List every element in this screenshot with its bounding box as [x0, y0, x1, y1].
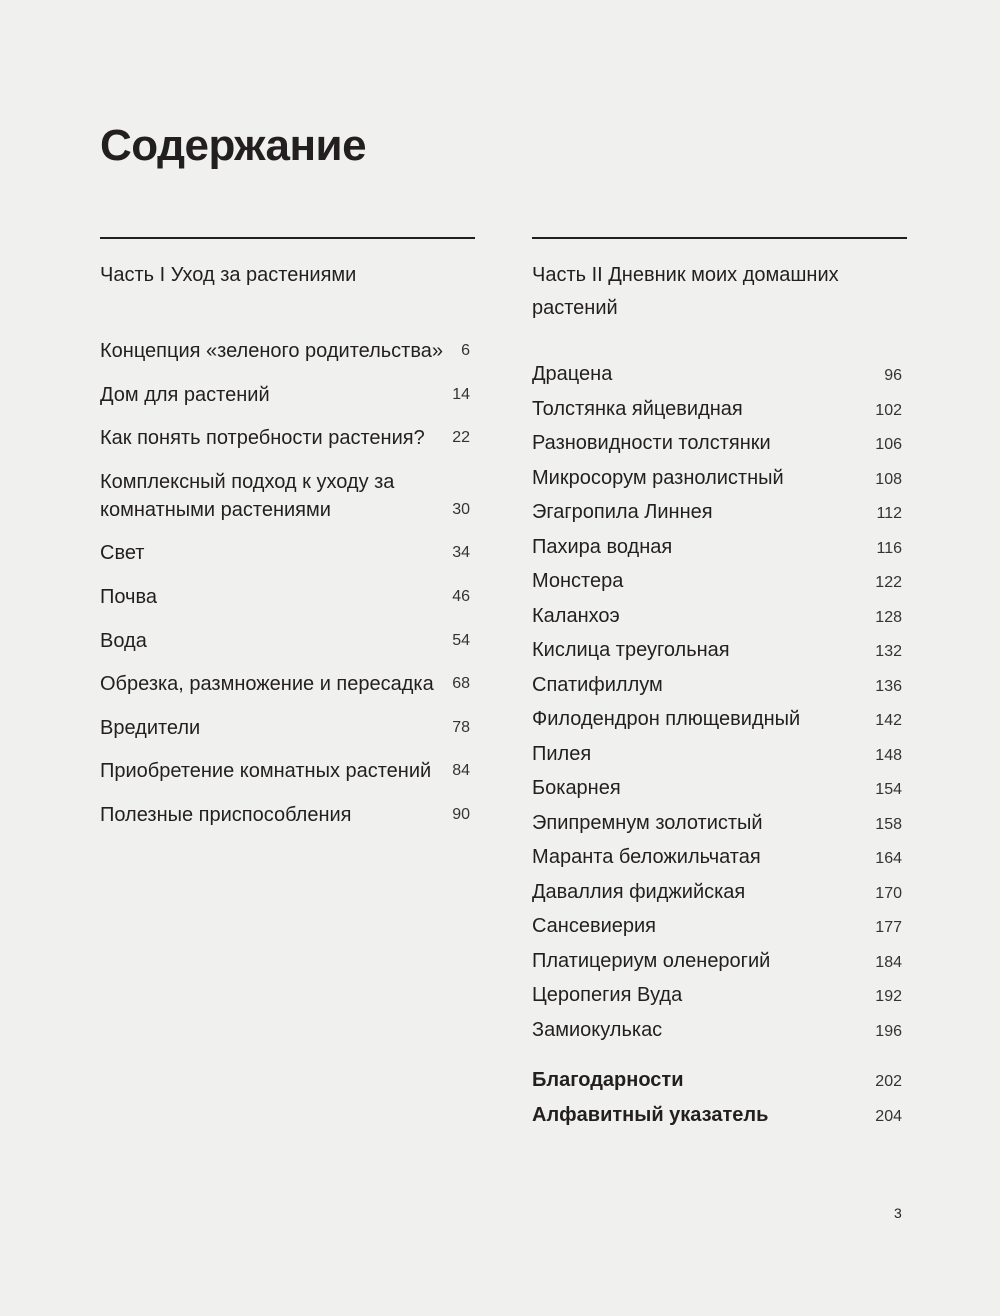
- toc-entry-page: 170: [875, 884, 902, 902]
- toc-entry-title: Платицериум оленерогий: [532, 949, 771, 972]
- toc-entry-title: Спатифиллум: [532, 673, 663, 696]
- toc-entry-title: Толстянка яйцевидная: [532, 397, 743, 420]
- toc-entry: [532, 565, 902, 600]
- toc-entry: [532, 600, 902, 635]
- toc-entry-page: 196: [875, 1022, 902, 1040]
- page-title: Содержание: [100, 121, 367, 170]
- toc-entry-page: 14: [452, 385, 470, 403]
- toc-entry-title: Полезные приспособления: [100, 803, 352, 826]
- toc-entry: [532, 462, 902, 497]
- back-matter-list: [532, 1064, 907, 1133]
- toc-entry-title: Пахира водная: [532, 535, 673, 558]
- toc-entry-title: Благодарности: [532, 1069, 684, 1091]
- toc-entry-page: 128: [875, 608, 902, 626]
- toc-entry-page: 164: [875, 850, 902, 867]
- toc-entry: [100, 424, 470, 452]
- toc-entry: [100, 381, 470, 409]
- toc-entry-title: Маранта беложильчатая: [532, 846, 761, 868]
- toc-entry-title: Монстера: [532, 570, 624, 592]
- toc-entry: [532, 807, 902, 842]
- toc-entry: [532, 358, 902, 393]
- toc-entry: [532, 496, 902, 531]
- toc-entry-title: Свет: [100, 542, 145, 565]
- toc-entry-page: 112: [876, 505, 902, 522]
- toc-entry-title: Замиокулькас: [532, 1018, 663, 1041]
- toc-entry-title: Алфавитный указатель: [532, 1103, 769, 1126]
- toc-entry: [100, 583, 470, 611]
- page-number: 3: [894, 1205, 902, 1221]
- toc-entry-page: 90: [452, 805, 470, 823]
- toc-entry: [532, 634, 902, 669]
- toc-entry-title: Филодендрон плющевидный: [532, 708, 801, 730]
- toc-entry: [100, 337, 470, 365]
- toc-entry-page: 102: [875, 401, 902, 419]
- toc-entry: [532, 669, 902, 704]
- toc-entry-page: 78: [452, 718, 470, 736]
- toc-entry-page: 30: [452, 500, 470, 518]
- toc-entry-page: 96: [884, 367, 902, 384]
- toc-entry-title: Даваллия фиджийская: [532, 880, 746, 903]
- toc-entry: [532, 393, 902, 428]
- toc-entry: [532, 772, 902, 807]
- toc-entry-title: Приобретение комнатных растений: [100, 760, 432, 783]
- toc-entry-title: Разновидности толстянки: [532, 432, 771, 454]
- toc-entry-title: Эгагропила Линнея: [532, 501, 713, 523]
- toc-entry-title: Концепция «зеленого родительства»: [100, 340, 443, 362]
- toc-entry-page: 122: [875, 574, 902, 591]
- toc-entry-title: Кислица треугольная: [532, 639, 730, 661]
- toc-entry-page: 202: [875, 1073, 902, 1090]
- toc-entry: [532, 738, 902, 773]
- toc-entry: [100, 670, 470, 698]
- toc-entry-title: Бокарнея: [532, 777, 621, 799]
- toc-entry: [532, 703, 902, 738]
- toc-entry-title: Почва: [100, 585, 158, 608]
- toc-entry-title: Обрезка, размножение и пересадка: [100, 673, 434, 696]
- part-1-column: [100, 237, 475, 845]
- toc-entry: [532, 910, 902, 945]
- toc-entry-title: Дом для растений: [100, 383, 270, 406]
- toc-entry-page: 108: [875, 470, 902, 488]
- toc-entry: [100, 714, 470, 742]
- toc-entry-page: 154: [875, 781, 902, 798]
- toc-entry: [532, 979, 902, 1014]
- toc-entry-title: Каланхоэ: [532, 604, 620, 627]
- toc-entry: [532, 945, 902, 980]
- toc-entry-page: 158: [875, 815, 902, 833]
- toc-entry: [100, 539, 470, 567]
- toc-entry: [100, 757, 470, 785]
- toc-entry-title: Вредители: [100, 716, 201, 739]
- toc-entry: [532, 531, 902, 566]
- toc-entry: [100, 627, 470, 655]
- toc-entry: [100, 468, 470, 524]
- toc-entry: [100, 801, 470, 829]
- toc-entry: [532, 876, 902, 911]
- toc-entry-page: 148: [875, 746, 902, 764]
- toc-entry-page: 54: [452, 631, 470, 649]
- toc-entry-page: 136: [875, 677, 902, 695]
- part-2-column: [532, 237, 907, 1133]
- toc-entry-page: 106: [875, 436, 902, 453]
- toc-entry-title: Драцена: [532, 363, 613, 385]
- back-matter-entry: [532, 1099, 902, 1134]
- toc-entry-page: 184: [875, 953, 902, 971]
- toc-entry-page: 177: [875, 919, 902, 936]
- part-2-toc-list: [532, 358, 907, 1048]
- toc-entry-title: Сансевиерия: [532, 915, 657, 937]
- toc-entry-title: Эпипремнум золотистый: [532, 811, 763, 834]
- part-1-heading: Часть I Уход за растениями: [100, 264, 357, 286]
- toc-entry-page: 192: [875, 988, 902, 1005]
- back-matter-entry: [532, 1064, 902, 1099]
- toc-entry-page: 132: [875, 643, 902, 660]
- toc-entry-title: Пилея: [532, 742, 592, 765]
- toc-entry-title: Как понять потребности растения?: [100, 427, 425, 450]
- toc-entry: [532, 427, 902, 462]
- part-1-rule: [100, 237, 475, 239]
- part-1-toc-list: [100, 337, 475, 829]
- toc-entry-page: 142: [875, 712, 902, 729]
- toc-entry-page: 6: [461, 342, 470, 359]
- toc-entry-title: Церопегия Вуда: [532, 984, 683, 1006]
- part-2-rule: [532, 237, 907, 239]
- toc-entry-title: Микросорум разнолистный: [532, 466, 784, 489]
- toc-entry-page: 116: [876, 539, 902, 557]
- toc-entry-page: 68: [452, 675, 470, 693]
- part-2-heading: Часть II Дневник моих домашних растений: [532, 264, 839, 319]
- toc-entry-title: Комплексный подход к уходу за комнатными растениями: [100, 470, 395, 521]
- toc-entry: [532, 841, 902, 876]
- toc-entry-page: 46: [452, 587, 470, 605]
- toc-entry-page: 34: [452, 544, 470, 562]
- toc-entry-page: 204: [875, 1107, 902, 1125]
- toc-entry-page: 84: [452, 762, 470, 780]
- toc-entry-title: Вода: [100, 629, 147, 652]
- toc-entry: [532, 1014, 902, 1049]
- toc-entry-page: 22: [452, 429, 470, 447]
